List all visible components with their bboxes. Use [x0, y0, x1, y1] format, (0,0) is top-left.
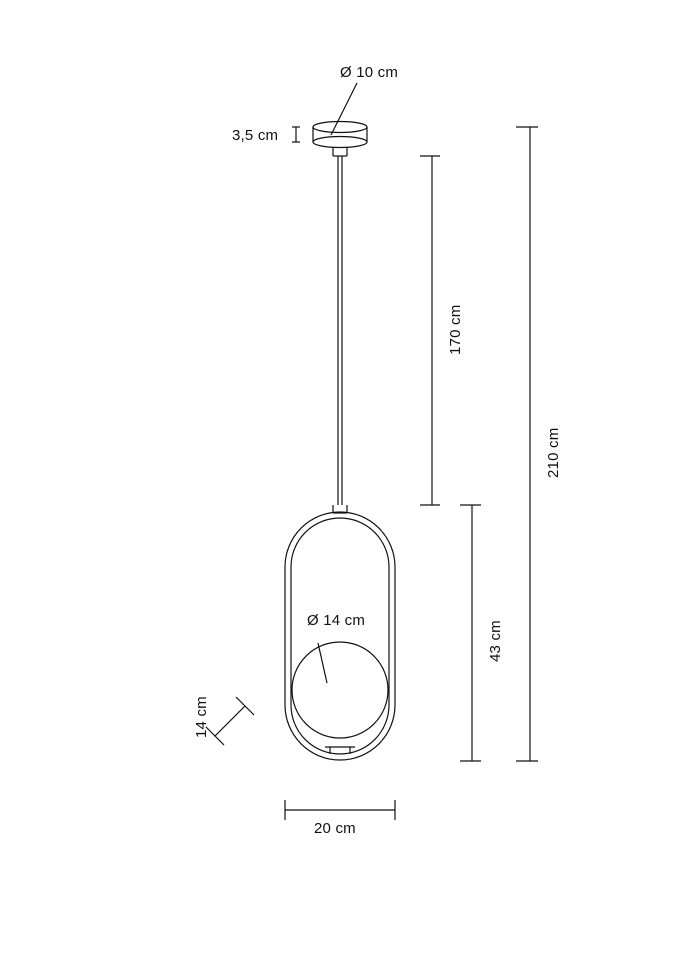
label-depth: 14 cm — [193, 696, 210, 738]
dimension-depth — [206, 697, 254, 745]
dimension-width — [285, 800, 395, 820]
label-cord-length: 170 cm — [447, 304, 464, 355]
label-globe-diameter: Ø 14 cm — [307, 612, 366, 629]
canopy-part — [313, 122, 367, 157]
leader-globe-diameter — [318, 643, 327, 683]
dimension-cord-length — [420, 156, 440, 505]
label-total-height: 210 cm — [545, 427, 562, 478]
label-canopy-height: 3,5 cm — [232, 127, 279, 144]
bottom-fitting — [325, 747, 355, 754]
label-width: 20 cm — [314, 820, 356, 837]
leader-canopy-diameter — [331, 83, 357, 135]
oval-frame — [285, 505, 395, 760]
dimension-shade-height — [460, 505, 481, 761]
dimension-total-height — [516, 127, 538, 761]
cord — [338, 156, 342, 505]
dimension-canopy-height — [292, 127, 300, 142]
label-shade-height: 43 cm — [487, 620, 504, 662]
glass-globe — [292, 642, 388, 738]
label-canopy-diameter: Ø 10 cm — [340, 64, 399, 81]
